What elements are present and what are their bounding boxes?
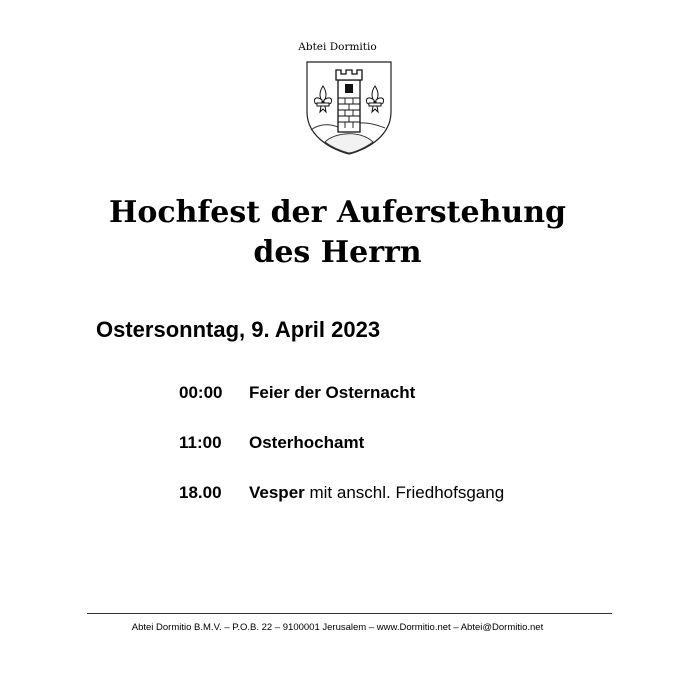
page-title [0,193,675,273]
event-date: Ostersonntag, 9. April 2023 [96,317,381,342]
schedule-row [179,433,364,453]
schedule-time: 18.00 [179,483,222,502]
coat-of-arms-icon [305,60,393,156]
schedule-event-detail: mit anschl. Friedhofsgang [304,483,505,502]
schedule-time: 11:00 [179,433,222,452]
title-line-1: Hochfest der Auferstehung [108,195,567,230]
schedule-row [179,383,415,403]
footer-divider [87,613,612,614]
schedule-event: Feier der Osternacht [249,383,416,402]
schedule-row [179,483,504,503]
footer-address: Abtei Dormitio B.M.V. – P.O.B. 22 – 9100001 Jerusalem – www.Dormitio.net – Abtei@Dormitio.net [131,622,544,633]
organization-name: Abtei Dormitio [298,41,377,53]
schedule-time: 00:00 [179,383,223,402]
schedule-event: Osterhochamt [249,433,365,452]
title-line-2: des Herrn [253,235,422,270]
schedule-event: Vesper [249,483,305,502]
